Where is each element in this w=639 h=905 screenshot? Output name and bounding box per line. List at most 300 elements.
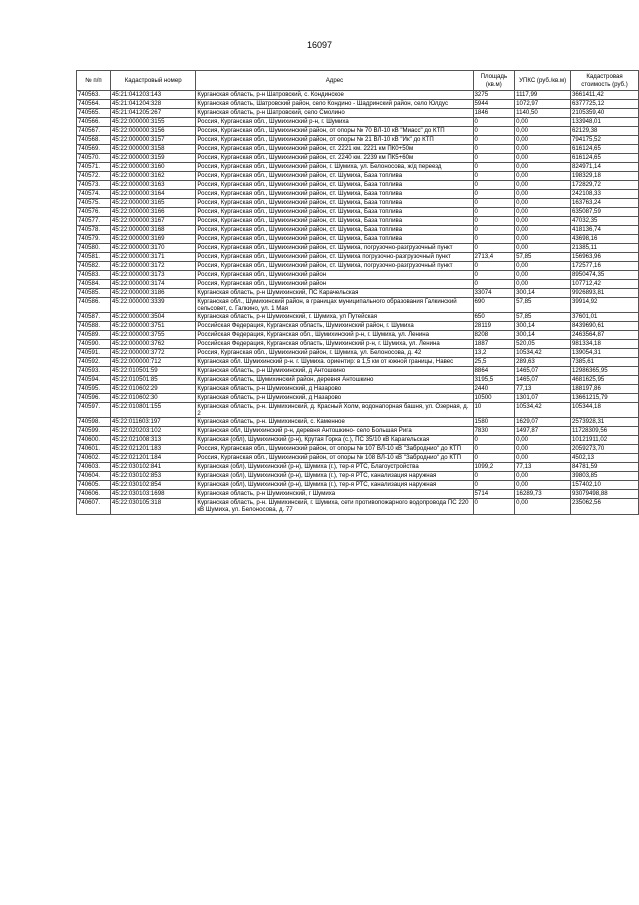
cell-cadastral-cost: 84781,59 [571, 463, 639, 472]
table-row [77, 271, 639, 280]
table-row [77, 118, 639, 127]
cell-num: 740605. [77, 481, 111, 490]
cell-upks: 300,14 [515, 289, 571, 298]
cell-cadastral-number: 45:22:000000:3173 [110, 271, 195, 280]
cell-cadastral-number: 45:22:021201:184 [110, 454, 195, 463]
cell-area: 0 [473, 445, 515, 454]
cell-upks: 289,63 [515, 358, 571, 367]
cell-upks: 0,00 [515, 436, 571, 445]
cell-address: Россия, Курганская обл., Шумихинский район, от опоры № 21 ВЛ-10 кВ "Ик" до КТП [196, 136, 473, 145]
cell-cadastral-number: 45:22:010801:155 [110, 403, 195, 418]
cell-upks: 0,00 [515, 271, 571, 280]
cell-num: 740598. [77, 418, 111, 427]
cell-cadastral-cost: 21385,11 [571, 244, 639, 253]
cell-upks: 520,05 [515, 340, 571, 349]
cell-num: 740604. [77, 472, 111, 481]
cell-cadastral-cost: 172577,16 [571, 262, 639, 271]
cell-area: 0 [473, 217, 515, 226]
cell-address: Россия, Курганская обл., Шумихинский район, ст. Шумиха, База топлива [196, 235, 473, 244]
header-cadastral-cost: Кадастровая стоимость (руб.) [571, 71, 639, 91]
cell-address: Курганская обл., Шумихинский район, в границах муниципального образования Галкинский сельсовет, с. Галкино, ул. 1 Мая [196, 298, 473, 313]
cell-num: 740589. [77, 331, 111, 340]
cell-address: Курганская область, Шумихинский район, деревня Антошкино [196, 376, 473, 385]
table-row [77, 322, 639, 331]
cell-cadastral-cost: 2105359,40 [571, 109, 639, 118]
cell-upks: 0,00 [515, 181, 571, 190]
cell-num: 740573. [77, 181, 111, 190]
cell-cadastral-cost: 242108,33 [571, 190, 639, 199]
table-row [77, 418, 639, 427]
cell-area: 10 [473, 403, 515, 418]
cell-upks: 0,00 [515, 172, 571, 181]
cell-cadastral-number: 45:22:000000:3339 [110, 298, 195, 313]
cell-cadastral-number: 45:21:041204:328 [110, 100, 195, 109]
table-row [77, 427, 639, 436]
cell-cadastral-cost: 4681625,95 [571, 376, 639, 385]
cell-cadastral-cost: 139054,31 [571, 349, 639, 358]
cell-upks: 0,00 [515, 127, 571, 136]
cell-cadastral-number: 45:22:000000:3166 [110, 208, 195, 217]
cell-cadastral-number: 45:22:000000:3160 [110, 163, 195, 172]
cell-upks: 300,14 [515, 322, 571, 331]
cell-area: 8208 [473, 331, 515, 340]
cell-cadastral-number: 45:22:021201:183 [110, 445, 195, 454]
table-row [77, 349, 639, 358]
table-row [77, 445, 639, 454]
cell-cadastral-cost: 2463564,87 [571, 331, 639, 340]
cell-area: 0 [473, 208, 515, 217]
cell-area: 0 [473, 262, 515, 271]
cell-cadastral-number: 45:22:000000:3762 [110, 340, 195, 349]
table-row [77, 145, 639, 154]
table-row [77, 403, 639, 418]
cell-num: 740567. [77, 127, 111, 136]
table-header [77, 71, 639, 91]
header-num: № п/п [77, 71, 111, 91]
cell-area: 28119 [473, 322, 515, 331]
cell-area: 0 [473, 481, 515, 490]
table-row [77, 280, 639, 289]
cell-upks: 77,13 [515, 385, 571, 394]
cell-cadastral-number: 45:22:000000:3168 [110, 226, 195, 235]
header-upks: УПКС (руб./кв.м) [515, 71, 571, 91]
cell-address: Курганская область, р-н Шумихинский, ПС Карачельская [196, 289, 473, 298]
cell-area: 0 [473, 190, 515, 199]
cell-cadastral-cost: 10121911,02 [571, 436, 639, 445]
cell-cadastral-number: 45:22:030103:1698 [110, 490, 195, 499]
cell-num: 740582. [77, 262, 111, 271]
cell-cadastral-cost: 157402,10 [571, 481, 639, 490]
cell-num: 740588. [77, 322, 111, 331]
cell-area: 1887 [473, 340, 515, 349]
table-row [77, 289, 639, 298]
cell-upks: 0,00 [515, 235, 571, 244]
cell-cadastral-cost: 981334,18 [571, 340, 639, 349]
cell-area: 650 [473, 313, 515, 322]
cell-address: Курганская (обл), Шумихинский (р-н), Крутая Горка (с.), ПС 35/10 кВ Карагельская [196, 436, 473, 445]
cell-num: 740575. [77, 199, 111, 208]
table-row [77, 190, 639, 199]
cell-area: 0 [473, 136, 515, 145]
cell-area: 0 [473, 154, 515, 163]
cell-cadastral-cost: 105344,18 [571, 403, 639, 418]
cell-area: 13,2 [473, 349, 515, 358]
cell-address: Курганская область, р-н. Шумихинский, с. Каменное [196, 418, 473, 427]
cell-cadastral-cost: 4502,13 [571, 454, 639, 463]
cell-area: 0 [473, 499, 515, 514]
cell-cadastral-cost: 2573928,31 [571, 418, 639, 427]
cell-area: 690 [473, 298, 515, 313]
cell-num: 740577. [77, 217, 111, 226]
cell-cadastral-number: 45:22:000000:3162 [110, 172, 195, 181]
cell-num: 740590. [77, 340, 111, 349]
cell-area: 0 [473, 280, 515, 289]
cell-num: 740602. [77, 454, 111, 463]
header-area: Площадь (кв.м) [473, 71, 515, 91]
cell-cadastral-cost: 156963,96 [571, 253, 639, 262]
cell-cadastral-number: 45:22:000000:3169 [110, 235, 195, 244]
cell-cadastral-cost: 93079498,88 [571, 490, 639, 499]
cell-cadastral-cost: 9926893,81 [571, 289, 639, 298]
cell-cadastral-number: 45:22:010602:30 [110, 394, 195, 403]
cell-cadastral-cost: 39914,92 [571, 298, 639, 313]
cell-upks: 0,00 [515, 280, 571, 289]
cell-cadastral-number: 45:22:000000:3755 [110, 331, 195, 340]
cell-address: Россия, Курганская обл., Шумихинский район, ст. Шумиха, База топлива [196, 199, 473, 208]
cell-cadastral-number: 45:22:000000:3157 [110, 136, 195, 145]
cell-num: 740601. [77, 445, 111, 454]
cell-upks: 0,00 [515, 472, 571, 481]
cell-upks: 0,00 [515, 481, 571, 490]
cell-upks: 1465,07 [515, 367, 571, 376]
cell-cadastral-number: 45:22:000000:3167 [110, 217, 195, 226]
cell-address: Россия, Курганская обл., Шумихинский район, ст. Шумиха, погрузочно-разгрузочный пункт [196, 262, 473, 271]
cell-address: Курганская область, р-н. Шумихинский, г. Шумиха, сети противопожарного водопровода ПС 220 кВ Шумиха, ул. Белоносова, д. 77 [196, 499, 473, 514]
cell-num: 740574. [77, 190, 111, 199]
table-row [77, 154, 639, 163]
cell-cadastral-cost: 37601,01 [571, 313, 639, 322]
cell-area: 0 [473, 145, 515, 154]
table-row [77, 253, 639, 262]
cell-upks: 1117,99 [515, 91, 571, 100]
cell-address: Россия, Курганская обл., Шумихинский район, от опоры № 108 ВЛ-10 кВ "Заброднио" до КТП [196, 454, 473, 463]
cell-cadastral-number: 45:22:000000:3159 [110, 154, 195, 163]
cell-address: Россия, Курганская обл., Шумихинский район, ст. Шумиха, погрузочно-разгрузочный пункт [196, 244, 473, 253]
cell-cadastral-cost: 418136,74 [571, 226, 639, 235]
cell-num: 740591. [77, 349, 111, 358]
table-row [77, 163, 639, 172]
header-address: Адрес [196, 71, 473, 91]
cell-cadastral-number: 45:22:000000:3772 [110, 349, 195, 358]
cell-upks: 0,00 [515, 190, 571, 199]
cell-address: Курганская обл. Шумихинский р-н. г. Шумиха. ориентир: в 1,5 км от южной границы, Навес [196, 358, 473, 367]
cell-cadastral-cost: 163763,24 [571, 199, 639, 208]
table-row [77, 181, 639, 190]
cell-area: 25,5 [473, 358, 515, 367]
table-row [77, 298, 639, 313]
cell-cadastral-number: 45:22:010602:29 [110, 385, 195, 394]
cell-area: 0 [473, 163, 515, 172]
table-row [77, 358, 639, 367]
cell-address: Россия, Курганская обл., Шумихинский р-н, г. Шумиха [196, 118, 473, 127]
cell-num: 740580. [77, 244, 111, 253]
table-row [77, 385, 639, 394]
cell-cadastral-cost: 11728309,56 [571, 427, 639, 436]
cell-cadastral-cost: 2059273,70 [571, 445, 639, 454]
cell-address: Российская Федерация, Курганская область, Шумихинский р-н, г. Шумиха, ул. Ленина [196, 340, 473, 349]
cell-num: 740600. [77, 436, 111, 445]
cell-cadastral-number: 45:22:000000:3170 [110, 244, 195, 253]
cell-cadastral-cost: 43698,16 [571, 235, 639, 244]
cell-area: 0 [473, 181, 515, 190]
cell-cadastral-number: 45:22:000000:3186 [110, 289, 195, 298]
cell-cadastral-cost: 794175,52 [571, 136, 639, 145]
cell-cadastral-number: 45:22:000000:3172 [110, 262, 195, 271]
cell-cadastral-number: 45:22:030102:854 [110, 481, 195, 490]
cell-address: Курганская (обл), Шумихинский (р-н), Шумиха (г.), тер-я РТС, Благоустройства [196, 463, 473, 472]
cell-cadastral-cost: 172829,72 [571, 181, 639, 190]
cell-area: 3195,5 [473, 376, 515, 385]
cell-cadastral-number: 45:21:041205:267 [110, 109, 195, 118]
cell-area: 0 [473, 244, 515, 253]
table-row [77, 313, 639, 322]
cell-num: 740594. [77, 376, 111, 385]
cell-cadastral-number: 45:22:000000:712 [110, 358, 195, 367]
header-row [77, 71, 639, 91]
cell-address: Курганская область, р-н Шатровский, село Смолино [196, 109, 473, 118]
cell-upks: 1301,07 [515, 394, 571, 403]
cell-address: Россия, Курганская обл., Шумихинский район, ст. Шумиха, База топлива [196, 208, 473, 217]
cell-area: 0 [473, 226, 515, 235]
cell-cadastral-number: 45:22:030102:841 [110, 463, 195, 472]
cell-upks: 0,00 [515, 499, 571, 514]
cell-address: Россия, Курганская обл., Шумихинский район, г. Шумиха, ул. Белоносова, д. 42 [196, 349, 473, 358]
cell-area: 0 [473, 271, 515, 280]
table-row [77, 136, 639, 145]
cell-num: 740569. [77, 145, 111, 154]
cell-num: 740571. [77, 163, 111, 172]
cell-cadastral-cost: 133948,01 [571, 118, 639, 127]
cell-upks: 57,85 [515, 253, 571, 262]
table-row [77, 490, 639, 499]
cell-area: 0 [473, 127, 515, 136]
table-row [77, 91, 639, 100]
cell-address: Россия, Курганская обл., Шумихинский район, от опоры № 107 ВЛ-10 кВ "Заброднио" до КТП [196, 445, 473, 454]
cell-address: Россия, Курганская обл., Шумихинский район, ст. 2240 км. 2239 км ПК5+60м [196, 154, 473, 163]
cell-cadastral-number: 45:22:011603:197 [110, 418, 195, 427]
cell-cadastral-number: 45:22:010501:85 [110, 376, 195, 385]
cell-cadastral-cost: 635087,59 [571, 208, 639, 217]
cell-address: Россия, Курганская обл., Шумихинский район [196, 280, 473, 289]
cell-num: 740592. [77, 358, 111, 367]
cell-cadastral-cost: 616124,65 [571, 154, 639, 163]
table-row [77, 199, 639, 208]
cell-address: Россия, Курганская обл., Шумихинский район, ст. Шумиха, База топлива [196, 226, 473, 235]
cell-address: Курганская область, р-н Шумихинский, д Назарово [196, 385, 473, 394]
cell-num: 740596. [77, 394, 111, 403]
cell-cadastral-number: 45:22:000000:3164 [110, 190, 195, 199]
cell-cadastral-number: 45:22:000000:3174 [110, 280, 195, 289]
cell-area: 1099,2 [473, 463, 515, 472]
cell-cadastral-number: 45:22:000000:3155 [110, 118, 195, 127]
cell-address: Курганская область, р-н Шумихинский, г Шумиха [196, 490, 473, 499]
cell-num: 740586. [77, 298, 111, 313]
cell-upks: 77,13 [515, 463, 571, 472]
cell-upks: 1629,07 [515, 418, 571, 427]
cell-num: 740570. [77, 154, 111, 163]
cell-num: 740563. [77, 91, 111, 100]
cell-area: 0 [473, 199, 515, 208]
cell-upks: 0,00 [515, 454, 571, 463]
cell-num: 740595. [77, 385, 111, 394]
table-row [77, 376, 639, 385]
cell-cadastral-number: 45:21:041203:143 [110, 91, 195, 100]
table-row [77, 367, 639, 376]
cell-upks: 0,00 [515, 217, 571, 226]
cell-cadastral-number: 45:22:000000:3171 [110, 253, 195, 262]
cadastral-register-table [76, 70, 639, 515]
cell-cadastral-cost: 47032,35 [571, 217, 639, 226]
cell-address: Российская Федерация, Курганская область, Шумихинский район, г. Шумиха [196, 322, 473, 331]
cell-area: 33074 [473, 289, 515, 298]
cell-area: 3275 [473, 91, 515, 100]
cell-cadastral-number: 45:22:000000:3165 [110, 199, 195, 208]
table-row [77, 331, 639, 340]
table-row [77, 109, 639, 118]
cell-area: 0 [473, 472, 515, 481]
cell-num: 740585. [77, 289, 111, 298]
cell-upks: 1140,50 [515, 109, 571, 118]
table-row [77, 244, 639, 253]
cell-cadastral-number: 45:22:010501:59 [110, 367, 195, 376]
cell-address: Россия, Курганская обл., Шумихинский район, ст. Шумиха погрузочно-разгрузочный пункт [196, 253, 473, 262]
cell-num: 740581. [77, 253, 111, 262]
cell-cadastral-number: 45:22:000000:3163 [110, 181, 195, 190]
cell-upks: 10534,42 [515, 349, 571, 358]
cell-upks: 1497,87 [515, 427, 571, 436]
table-row [77, 100, 639, 109]
cell-upks: 1465,07 [515, 376, 571, 385]
cell-address: Россия, Курганская обл., Шумихинский район, ст. 2221 км. 2221 км ПК0+50м [196, 145, 473, 154]
cell-cadastral-cost: 188197,86 [571, 385, 639, 394]
cell-cadastral-cost: 107712,42 [571, 280, 639, 289]
cell-cadastral-number: 45:22:000000:3156 [110, 127, 195, 136]
cell-num: 740578. [77, 226, 111, 235]
cell-num: 740583. [77, 271, 111, 280]
cell-area: 5944 [473, 100, 515, 109]
cell-num: 740576. [77, 208, 111, 217]
table-row [77, 226, 639, 235]
cell-cadastral-cost: 235062,56 [571, 499, 639, 514]
cell-area: 8864 [473, 367, 515, 376]
table-row [77, 217, 639, 226]
cell-address: Россия, Курганская обл., Шумихинский район, от опоры № 70 ВЛ-10 кВ "Миасс" до КТП [196, 127, 473, 136]
cell-area: 0 [473, 454, 515, 463]
table-row [77, 499, 639, 514]
cell-address: Российская Федерация, Курганская обл., Шумихинский р-н, г. Шумиха, ул. Ленина [196, 331, 473, 340]
cell-address: Россия, Курганская обл., Шумихинский район [196, 271, 473, 280]
cell-num: 740565. [77, 109, 111, 118]
cell-cadastral-cost: 8950474,35 [571, 271, 639, 280]
cell-num: 740584. [77, 280, 111, 289]
cell-cadastral-cost: 12986365,95 [571, 367, 639, 376]
cell-num: 740579. [77, 235, 111, 244]
table-row [77, 262, 639, 271]
cell-area: 0 [473, 118, 515, 127]
cell-upks: 0,00 [515, 244, 571, 253]
cell-num: 740564. [77, 100, 111, 109]
table-row [77, 208, 639, 217]
cell-upks: 0,00 [515, 163, 571, 172]
cell-address: Россия, Курганская обл., Шумихинский район, ст. Шумиха, База топлива [196, 172, 473, 181]
cell-upks: 0,00 [515, 208, 571, 217]
cell-cadastral-cost: 7385,61 [571, 358, 639, 367]
cell-upks: 16289,73 [515, 490, 571, 499]
cell-cadastral-cost: 8439690,61 [571, 322, 639, 331]
table-row [77, 394, 639, 403]
cell-address: Курганская область, р-н Шумихинский, д Антошкино [196, 367, 473, 376]
cell-num: 740587. [77, 313, 111, 322]
cell-cadastral-cost: 39803,85 [571, 472, 639, 481]
cell-upks: 0,00 [515, 445, 571, 454]
cell-num: 740566. [77, 118, 111, 127]
cell-address: Россия, Курганская обл., Шумихинский район, г. Шумиха, ул. Белоносова, ж/д переезд [196, 163, 473, 172]
cell-upks: 57,85 [515, 313, 571, 322]
cell-upks: 57,85 [515, 298, 571, 313]
cell-address: Россия, Курганская обл., Шумихинский район, ст. Шумиха, База топлива [196, 190, 473, 199]
cell-address: Россия, Курганская обл., Шумихинский район, ст. Шумиха, База топлива [196, 181, 473, 190]
cell-cadastral-cost: 198329,18 [571, 172, 639, 181]
cell-area: 0 [473, 235, 515, 244]
cell-area: 0 [473, 172, 515, 181]
cell-address: Курганская область, р-н. Шумихинский, д. Красный Холм, водонапорная башня, ул. Озерная, д. 2 [196, 403, 473, 418]
cell-address: Курганская обл, Шумихинский р-н, деревня Антошкино- село Большая Рига [196, 427, 473, 436]
cell-address: Курганская область, р-н Шумихинский, д Назарово [196, 394, 473, 403]
cell-cadastral-number: 45:22:030102:853 [110, 472, 195, 481]
cell-cadastral-cost: 62129,38 [571, 127, 639, 136]
table-row [77, 481, 639, 490]
cell-cadastral-number: 45:22:000000:3751 [110, 322, 195, 331]
cell-upks: 0,00 [515, 136, 571, 145]
cell-address: Курганская область, р-н Шумихинский, г. Шумиха, ул Путейская [196, 313, 473, 322]
cell-area: 2440 [473, 385, 515, 394]
cell-upks: 0,00 [515, 118, 571, 127]
cell-cadastral-cost: 3661411,42 [571, 91, 639, 100]
cell-upks: 0,00 [515, 154, 571, 163]
cell-address: Россия, Курганская обл., Шумихинский район, ст. Шумиха, База топлива [196, 217, 473, 226]
cell-cadastral-number: 45:22:030105:318 [110, 499, 195, 514]
cell-num: 740597. [77, 403, 111, 418]
cell-upks: 0,00 [515, 262, 571, 271]
cell-address: Курганская область, р-н Шатровский, с. Кондинское [196, 91, 473, 100]
table-row [77, 127, 639, 136]
cell-area: 10500 [473, 394, 515, 403]
page-number: 16097 [306, 40, 333, 50]
header-cadastral-number: Кадастровый номер [110, 71, 195, 91]
cell-address: Курганская область, Шатровский район, село Кондино - Шадринский район, село Юлдус [196, 100, 473, 109]
cell-upks: 1072,97 [515, 100, 571, 109]
cell-num: 740572. [77, 172, 111, 181]
cell-area: 7830 [473, 427, 515, 436]
cell-num: 740607. [77, 499, 111, 514]
table-row [77, 436, 639, 445]
cell-cadastral-number: 45:22:000000:3504 [110, 313, 195, 322]
cell-num: 740593. [77, 367, 111, 376]
cell-upks: 300,14 [515, 331, 571, 340]
cell-cadastral-cost: 824971,14 [571, 163, 639, 172]
cell-area: 1846 [473, 109, 515, 118]
cell-upks: 0,00 [515, 226, 571, 235]
